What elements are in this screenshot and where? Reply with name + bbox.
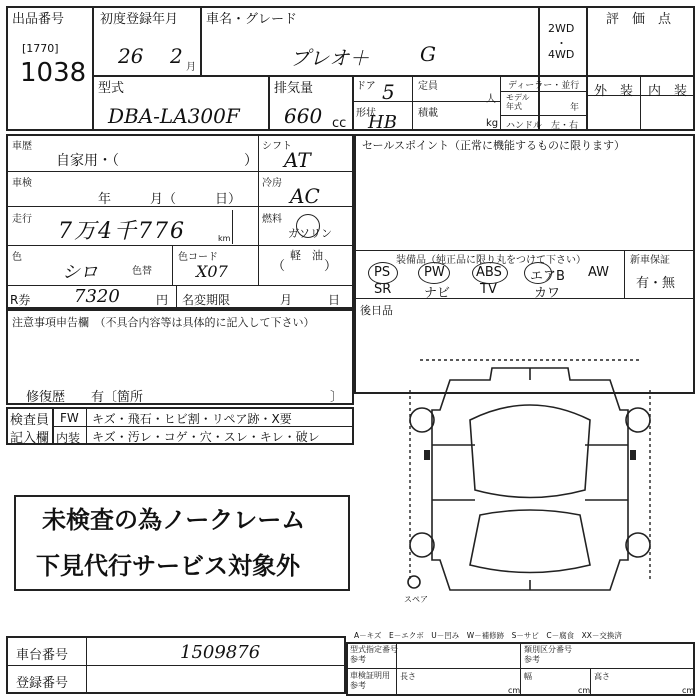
interior-label: 内 装 — [648, 84, 688, 99]
grade: G — [420, 42, 436, 66]
color-value: シロ — [62, 262, 98, 283]
ac-value: AC — [290, 184, 320, 208]
banner-line1: 未検査の為ノークレーム — [42, 506, 306, 534]
divider — [172, 245, 173, 285]
equip-ps: PS — [374, 265, 391, 280]
model-label: 型式 — [98, 81, 125, 96]
repair-close: 〕 — [330, 390, 344, 405]
new-warranty-label: 新車保証 — [630, 255, 670, 266]
equip-leather: カワ — [534, 286, 561, 301]
car-name-label: 車名・グレード — [206, 12, 298, 27]
model-designation-label: 型式指定番号 参考 — [350, 645, 398, 664]
fuel-label: 燃料 — [262, 214, 282, 225]
name-change-label: 名変期限 — [182, 293, 231, 307]
history-value: 自家用・（ — [56, 153, 119, 169]
color-label: 色 — [12, 252, 22, 263]
car-name: プレオ＋ — [290, 46, 370, 70]
later-label: 後日品 — [360, 304, 393, 317]
doors-label: ドア — [356, 81, 376, 92]
history-label: 車歴 — [12, 141, 32, 152]
recycle-label: R券 — [10, 293, 31, 307]
new-warranty-value: 有・無 — [636, 276, 676, 291]
divider — [86, 636, 87, 694]
model-year-label: モデル 年式 — [506, 93, 530, 111]
drive-4wd: 4WD — [548, 48, 575, 61]
odometer-divider — [232, 210, 233, 244]
banner-line2: 下見代行サービス対象外 — [36, 552, 300, 580]
inspector-label: 検査員 — [10, 413, 50, 428]
equip-ps-circle — [368, 262, 398, 284]
displacement-value: 660 — [284, 104, 323, 128]
mileage-label: 走行 — [12, 214, 32, 225]
equip-navi: ナビ — [424, 286, 451, 301]
interior-text: キズ・汚レ・コゲ・穴・スレ・キレ・破レ — [92, 430, 320, 444]
equip-aw: AW — [588, 265, 610, 280]
damage-legend: A－キズ E－エクボ U－凹み W－補修跡 S－サビ C－腐食 XX－交換済 — [354, 631, 622, 640]
equip-sr: SR — [374, 282, 392, 297]
load-label: 積載 — [418, 108, 438, 119]
lot-number: 1038 — [20, 58, 87, 88]
divider — [500, 91, 586, 92]
shift-label: シフト — [262, 141, 292, 152]
fuel-paren-open: （ — [272, 259, 286, 274]
drive-dot: ・ — [556, 37, 567, 50]
divider — [6, 665, 346, 666]
dealer-label: ディーラー・並行 — [508, 81, 580, 91]
history-close: ） — [244, 153, 258, 169]
displacement-unit: cc — [332, 116, 347, 131]
capacity-unit: 人 — [486, 94, 496, 105]
length-unit: cm — [508, 686, 521, 695]
color-change-label: 色替 — [132, 266, 152, 277]
equip-pw: PW — [424, 265, 445, 280]
shape-label: 形状 — [356, 108, 376, 119]
first-reg-year: 26 — [118, 44, 144, 68]
rating-label: 評 価 点 — [606, 12, 672, 27]
divider — [640, 75, 641, 131]
notes-label: 注意事項申告欄 （不具合内容等は具体的に記入して下さい） — [12, 316, 315, 329]
doors-value: 5 — [382, 80, 395, 104]
interior-inspect-label: 内装 — [56, 431, 81, 445]
divider — [6, 245, 354, 246]
sales-point-label: セールスポイント（正常に機能するものに限ります） — [362, 139, 626, 152]
equip-abs-circle — [472, 262, 508, 284]
load-unit: kg — [486, 118, 499, 129]
car-diagram — [380, 350, 680, 610]
divider — [412, 75, 413, 131]
fuel-paren-close: ） — [324, 259, 338, 274]
capacity-label: 定員 — [418, 81, 438, 92]
model-value: DBA-LA300F — [108, 104, 240, 128]
ac-label: 冷房 — [262, 178, 282, 189]
divider — [500, 115, 586, 116]
width-label: 幅 — [524, 672, 532, 681]
fuel-light-oil: 軽 油 — [290, 249, 323, 262]
divider — [352, 75, 354, 131]
divider — [200, 6, 202, 77]
recycle-value: 7320 — [74, 286, 120, 307]
chassis-value: 1509876 — [180, 642, 261, 663]
color-code-label: 色コード — [178, 252, 218, 263]
lot-code: [1770] — [22, 42, 59, 55]
fw-label: FW — [60, 411, 79, 425]
equipment-label: 装備品（純正品に限り丸をつけて下さい） — [396, 255, 586, 266]
equip-tv: TV — [480, 282, 497, 297]
month-unit: 月 — [186, 62, 196, 73]
registration-label: 登録番号 — [16, 676, 69, 691]
name-change-value: 月 日 — [280, 293, 341, 307]
exterior-label: 外 装 — [594, 84, 634, 99]
divider — [352, 101, 500, 102]
inspection-value: 年 月（ 日） — [98, 192, 242, 207]
mileage-value: 7万4千776 — [58, 219, 186, 244]
cert-label: 車検証明用 参考 — [350, 671, 390, 690]
chassis-label: 車台番号 — [16, 648, 69, 663]
entry-label: 記入欄 — [10, 431, 50, 446]
width-unit: cm — [578, 686, 591, 695]
drive-2wd: 2WD — [548, 22, 575, 35]
divider — [268, 75, 270, 131]
equip-airbag-circle — [524, 262, 552, 284]
category-label: 類別区分番号 参考 — [524, 645, 572, 664]
divider — [258, 134, 259, 285]
divider — [6, 285, 354, 286]
year-unit: 年 — [570, 103, 580, 113]
handle-label: ハンドル 左・右 — [506, 121, 579, 131]
repair-label: 修復歴 有〔箇所 — [26, 390, 144, 405]
lot-label: 出品番号 — [12, 12, 65, 27]
length-label: 長さ — [400, 672, 416, 681]
height-label: 高さ — [594, 672, 610, 681]
inspection-label: 車検 — [12, 178, 32, 189]
height-unit: cm — [682, 686, 695, 695]
fuel-gasoline: ガソリン — [288, 227, 332, 240]
equip-abs: ABS — [476, 265, 502, 280]
first-reg-month: 2 — [170, 44, 183, 68]
shape-value: HB — [368, 112, 397, 133]
spare-label: スペア — [404, 595, 428, 604]
color-code-value: X07 — [196, 262, 228, 281]
equip-pw-circle — [418, 262, 450, 284]
first-reg-label: 初度登録年月 — [100, 12, 179, 27]
displacement-label: 排気量 — [274, 81, 314, 96]
recycle-unit: 円 — [156, 293, 169, 307]
divider — [500, 75, 501, 131]
mileage-unit: km — [218, 234, 231, 243]
divider — [624, 250, 625, 298]
fw-text: キズ・飛石・ヒビ割・リペア跡・X要 — [92, 412, 292, 426]
shift-value: AT — [284, 148, 311, 172]
divider — [354, 298, 695, 299]
divider — [176, 285, 177, 309]
equip-airbag: エアB — [530, 269, 565, 284]
